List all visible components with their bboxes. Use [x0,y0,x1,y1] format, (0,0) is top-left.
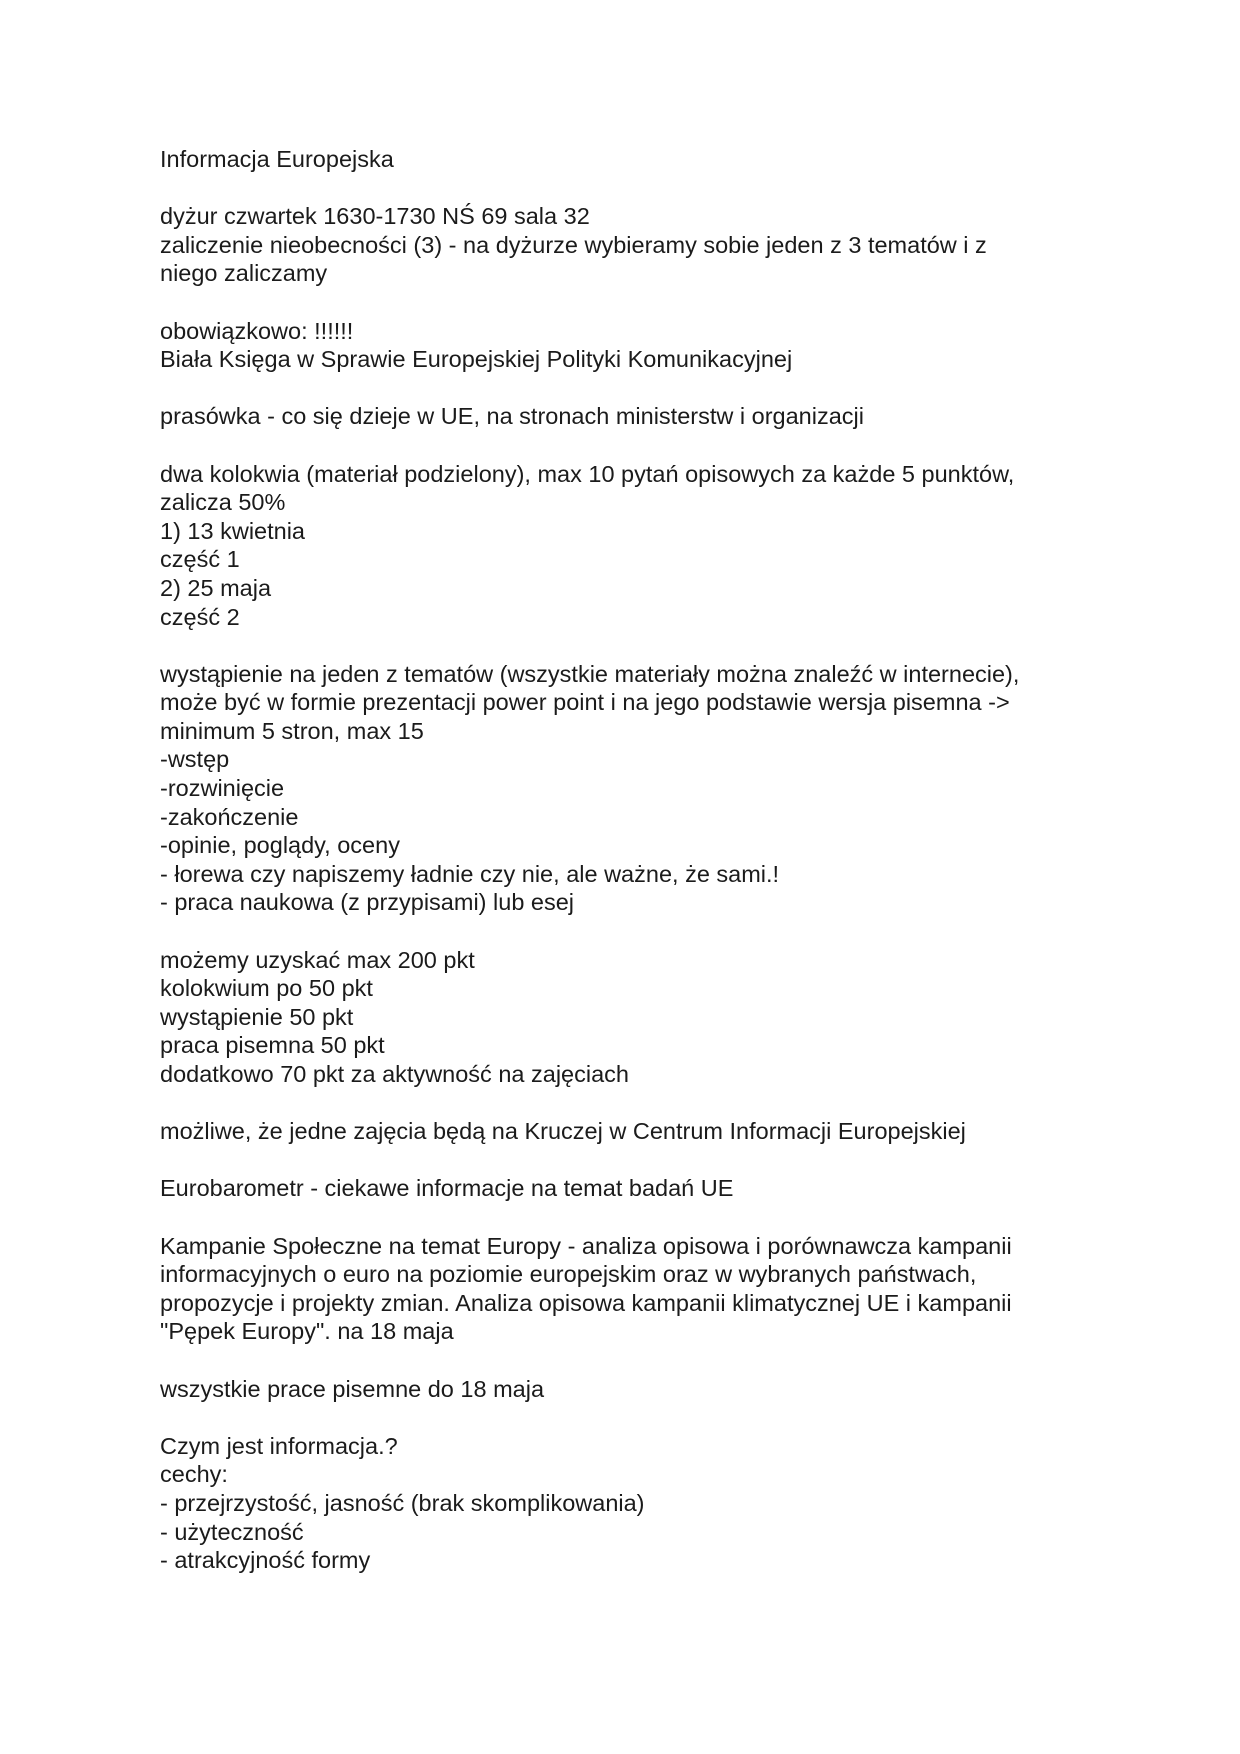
text-line: - atrakcyjność formy [160,1547,371,1574]
text-line: cechy: [160,1461,228,1488]
text-line: możemy uzyskać max 200 pkt [160,946,475,973]
text-line: -rozwinięcie [160,775,285,802]
text-line: Czym jest informacja.? [160,1432,398,1459]
text-line: zaliczenie nieobecności (3) - na dyżurze wybieramy sobie jeden z 3 tematów i z [160,231,987,258]
paragraph-gap [160,374,1100,403]
paragraph-gap [160,631,1100,660]
text-line: - użyteczność [160,1518,304,1545]
colloquia-paragraph [160,460,1100,632]
paragraph-gap [160,174,1100,203]
press-paragraph [160,402,1100,431]
text-line: -opinie, poglądy, oceny [160,832,400,859]
text-line: - praca naukowa (z przypisami) lub esej [160,889,575,916]
paragraph-gap [160,1403,1100,1432]
text-line: -zakończenie [160,803,299,830]
text-line: część 2 [160,603,240,630]
text-line: 1) 13 kwietnia [160,517,305,544]
text-line: -wstęp [160,746,230,773]
text-line: Biała Księga w Sprawie Europejskiej Polityki Komunikacyjnej [160,346,793,373]
document-title: Informacja Europejska [160,146,394,172]
text-line: praca pisemna 50 pkt [160,1032,385,1059]
mandatory-paragraph [160,317,1100,374]
text-line: wystąpienie na jeden z tematów (wszystkie materiały można znaleźć w internecie), [160,660,1020,687]
paragraph-gap [160,1146,1100,1175]
text-line: niego zaliczamy [160,260,328,287]
information-paragraph [160,1432,1100,1575]
text-line: "Pępek Europy". na 18 maja [160,1318,454,1345]
campaigns-paragraph [160,1232,1100,1346]
text-line: propozycje i projekty zmian. Analiza opisowa kampanii klimatycznej UE i kampanii [160,1289,1012,1316]
text-line: zalicza 50% [160,489,286,516]
text-line: - łorewa czy napiszemy ładnie czy nie, ale ważne, że sami.! [160,860,780,887]
text-line: dodatkowo 70 pkt za aktywność na zajęciach [160,1061,629,1087]
text-line: obowiązkowo: !!!!!! [160,317,354,344]
document-page [160,145,1100,1575]
paragraph-gap [160,288,1100,317]
text-line: może być w formie prezentacji power point i na jego podstawie wersja pisemna -> [160,689,1010,716]
presentation-paragraph [160,660,1100,917]
paragraph-gap [160,1203,1100,1232]
text-line: kolokwium po 50 pkt [160,975,373,1002]
duty-paragraph [160,202,1100,288]
text-line: wszystkie prace pisemne do 18 maja [160,1375,545,1402]
text-line: minimum 5 stron, max 15 [160,717,424,744]
kruczej-paragraph [160,1117,1100,1146]
text-line: prasówka - co się dzieje w UE, na stronach ministerstw i organizacji [160,403,864,430]
paragraph-gap [160,1346,1100,1375]
text-line: 2) 25 maja [160,574,272,601]
paragraph-gap [160,431,1100,460]
paragraph-gap [160,917,1100,946]
text-line: dwa kolokwia (materiał podzielony), max 10 pytań opisowych za każde 5 punktów, [160,460,1015,487]
text-line: wystąpienie 50 pkt [160,1003,354,1030]
text-line: Eurobarometr - ciekawe informacje na temat badań UE [160,1175,734,1202]
points-paragraph [160,946,1100,1089]
text-line: informacyjnych o euro na poziomie europejskim oraz w wybranych państwach, [160,1261,977,1288]
text-line: możliwe, że jedne zajęcia będą na Kruczej w Centrum Informacji Europejskiej [160,1118,966,1145]
text-line: Kampanie Społeczne na temat Europy - analiza opisowa i porównawcza kampanii [160,1232,1012,1259]
text-line: część 1 [160,546,240,573]
text-line: - przejrzystość, jasność (brak skomplikowania) [160,1489,645,1516]
text-line: dyżur czwartek 1630-1730 NŚ 69 sala 32 [160,203,590,230]
paragraph-gap [160,1089,1100,1118]
deadline-paragraph [160,1375,1100,1404]
eurobarometr-paragraph [160,1174,1100,1203]
